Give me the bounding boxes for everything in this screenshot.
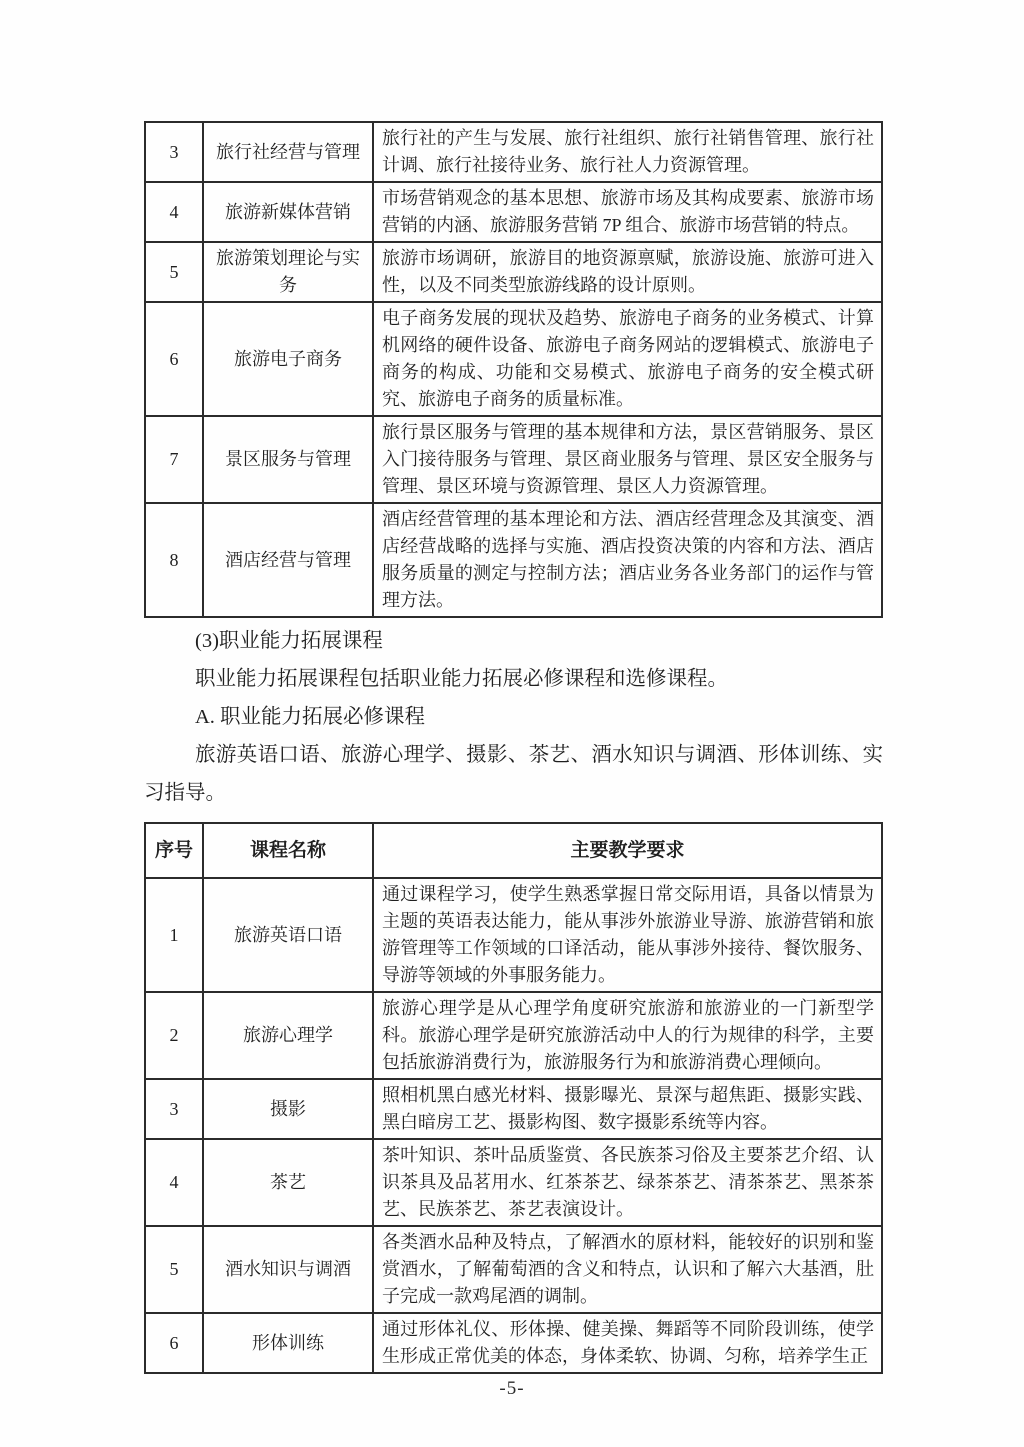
course-desc-cell: 市场营销观念的基本思想、旅游市场及其构成要素、旅游市场营销的内涵、旅游服务营销 7P 组合、旅游市场营销的特点。 [373, 182, 882, 242]
course-desc-cell: 旅行景区服务与管理的基本规律和方法，景区营销服务、景区入门接待服务与管理、景区商业服务与管理、景区安全服务与管理、景区环境与资源管理、景区人力资源管理。 [373, 416, 882, 503]
course-desc-cell: 旅游市场调研，旅游目的地资源禀赋，旅游设施、旅游可进入性，以及不同类型旅游线路的设计原则。 [373, 242, 882, 302]
table-row [145, 1139, 882, 1226]
table-row [145, 878, 882, 992]
table-row [145, 242, 882, 302]
course-desc-cell: 通过形体礼仪、形体操、健美操、舞蹈等不同阶段训练，使学生形成正常优美的体态，身体柔软、协调、匀称，培养学生正 [373, 1313, 882, 1373]
course-desc-cell: 茶叶知识、茶叶品质鉴赏、各民族茶习俗及主要茶艺介绍、认识茶具及品茗用水、红茶茶艺、绿茶茶艺、清茶茶艺、黑茶茶艺、民族茶艺、茶艺表演设计。 [373, 1139, 882, 1226]
row-number-cell: 4 [145, 182, 203, 242]
course-desc-cell: 旅行社的产生与发展、旅行社组织、旅行社销售管理、旅行社计调、旅行社接待业务、旅行社人力资源管理。 [373, 122, 882, 182]
course-name-cell: 景区服务与管理 [203, 416, 373, 503]
course-desc-cell: 照相机黑白感光材料、摄影曝光、景深与超焦距、摄影实践、黑白暗房工艺、摄影构图、数字摄影系统等内容。 [373, 1079, 882, 1139]
table-row [145, 122, 882, 182]
subsection-heading-a: A. 职业能力拓展必修课程 [195, 706, 426, 728]
table-row [145, 1079, 882, 1139]
required-course-table [144, 822, 883, 1374]
course-name-cell: 酒店经营与管理 [203, 503, 373, 617]
row-number-cell: 2 [145, 992, 203, 1079]
table-row [145, 302, 882, 416]
row-number-cell: 7 [145, 416, 203, 503]
table-row [145, 416, 882, 503]
row-number-cell: 1 [145, 878, 203, 992]
header-course-name: 课程名称 [203, 823, 373, 878]
course-name-cell: 旅行社经营与管理 [203, 122, 373, 182]
row-number-cell: 5 [145, 242, 203, 302]
page-number: -5- [499, 1378, 525, 1399]
table-row [145, 1313, 882, 1373]
row-number-cell: 4 [145, 1139, 203, 1226]
course-name-cell: 酒水知识与调酒 [203, 1226, 373, 1313]
paragraph-intro: 职业能力拓展课程包括职业能力拓展必修课程和选修课程。 [195, 668, 728, 690]
course-name-cell: 茶艺 [203, 1139, 373, 1226]
course-name-cell: 形体训练 [203, 1313, 373, 1373]
course-desc-cell: 电子商务发展的现状及趋势、旅游电子商务的业务模式、计算机网络的硬件设备、旅游电子商务网站的逻辑模式、旅游电子商务的构成、功能和交易模式、旅游电子商务的安全模式研究、旅游电子商务的质量标准。 [373, 302, 882, 416]
table-row [145, 503, 882, 617]
table-row [145, 1226, 882, 1313]
course-desc-cell: 旅游心理学是从心理学角度研究旅游和旅游业的一门新型学科。旅游心理学是研究旅游活动中人的行为规律的科学，主要包括旅游消费行为，旅游服务行为和旅游消费心理倾向。 [373, 992, 882, 1079]
row-number-cell: 6 [145, 1313, 203, 1373]
course-desc-cell: 通过课程学习，使学生熟悉掌握日常交际用语，具备以情景为主题的英语表达能力，能从事涉外旅游业导游、旅游营销和旅游管理等工作领域的口译活动，能从事涉外接待、餐饮服务、导游等领域的外事服务能力。 [373, 878, 882, 992]
row-number-cell: 8 [145, 503, 203, 617]
course-desc-cell: 各类酒水品种及特点，了解酒水的原材料，能较好的识别和鉴赏酒水，了解葡萄酒的含义和特点，认识和了解六大基酒，肚子完成一款鸡尾酒的调制。 [373, 1226, 882, 1313]
header-teaching-requirements: 主要教学要求 [373, 823, 882, 878]
page-content [144, 121, 883, 1374]
row-number-cell: 6 [145, 302, 203, 416]
subsection-heading-3: (3)职业能力拓展课程 [195, 630, 383, 652]
course-table-continued [144, 121, 883, 618]
table-row [145, 992, 882, 1079]
paragraph-course-list: 旅游英语口语、旅游心理学、摄影、茶艺、酒水知识与调酒、形体训练、实习指导。 [144, 744, 883, 804]
course-name-cell: 旅游心理学 [203, 992, 373, 1079]
row-number-cell: 3 [145, 1079, 203, 1139]
course-name-cell: 摄影 [203, 1079, 373, 1139]
course-name-cell: 旅游新媒体营销 [203, 182, 373, 242]
table-header-row [145, 823, 882, 878]
row-number-cell: 5 [145, 1226, 203, 1313]
body-text-section [144, 622, 883, 812]
table-row [145, 182, 882, 242]
row-number-cell: 3 [145, 122, 203, 182]
course-desc-cell: 酒店经营管理的基本理论和方法、酒店经营理念及其演变、酒店经营战略的选择与实施、酒店投资决策的内容和方法、酒店服务质量的测定与控制方法；酒店业务各业务部门的运作与管理方法。 [373, 503, 882, 617]
course-name-cell: 旅游电子商务 [203, 302, 373, 416]
course-name-cell: 旅游英语口语 [203, 878, 373, 992]
course-name-cell: 旅游策划理论与实务 [203, 242, 373, 302]
header-no: 序号 [145, 823, 203, 878]
